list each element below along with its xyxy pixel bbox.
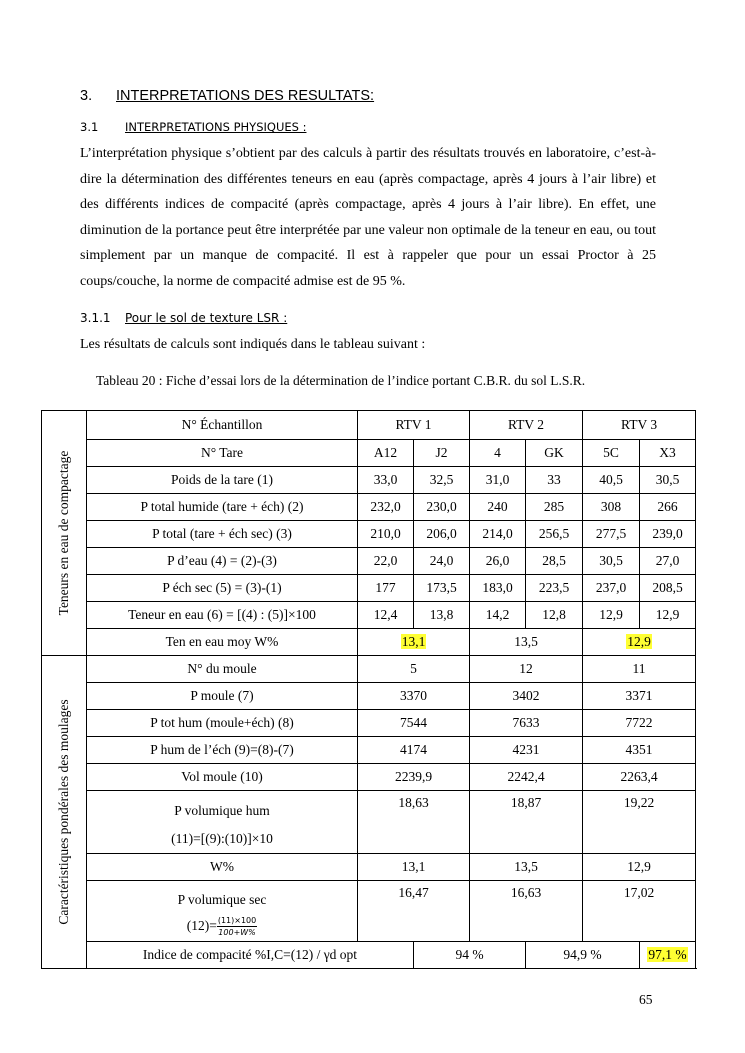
cell: 210,0 [358, 521, 414, 548]
cell: 22,0 [358, 548, 414, 575]
rtv-header: RTV 2 [470, 411, 583, 440]
subsubsection-heading [80, 311, 287, 325]
tare-cell: X3 [640, 440, 696, 467]
row-label: P d’eau (4) = (2)-(3) [87, 548, 358, 575]
fraction-numerator: (11)×100 [217, 916, 257, 926]
section-title: INTERPRETATIONS DES RESULTATS: [116, 88, 375, 104]
row-label: P tot hum (moule+éch) (8) [87, 710, 358, 737]
row-label: P éch sec (5) = (3)-(1) [87, 575, 358, 602]
row-label: Vol moule (10) [87, 764, 358, 791]
cell: 16,63 [470, 881, 583, 942]
cell [358, 629, 470, 656]
cell: 28,5 [526, 548, 583, 575]
cell [583, 629, 696, 656]
sample-header: N° Échantillon [87, 411, 358, 440]
cell: 3370 [358, 683, 470, 710]
cell: 13,8 [414, 602, 470, 629]
cell: 13,1 [358, 854, 470, 881]
page-number: 65 [639, 992, 653, 1007]
rtv-header: RTV 1 [358, 411, 470, 440]
cell: 214,0 [470, 521, 526, 548]
cell: 17,02 [583, 881, 696, 942]
table-row [42, 683, 696, 710]
cell: 240 [470, 494, 526, 521]
subsection-title: INTERPRETATIONS PHYSIQUES : [125, 120, 307, 134]
tare-cell: J2 [414, 440, 470, 467]
cell: 4351 [583, 737, 696, 764]
row-label: N° du moule [87, 656, 358, 683]
cell: 2239,9 [358, 764, 470, 791]
row-label-line: P volumique hum [174, 803, 270, 818]
cell: 7633 [470, 710, 583, 737]
cell: 5 [358, 656, 470, 683]
row-label: Indice de compacité %I,C=(12) / γd opt [87, 942, 414, 969]
table-row [42, 602, 696, 629]
cell: 94 % [414, 942, 526, 969]
cell: 40,5 [583, 467, 640, 494]
table-row [42, 881, 696, 942]
cell: 232,0 [358, 494, 414, 521]
row-label [87, 791, 358, 854]
cell: 13,5 [470, 854, 583, 881]
group-label-moulages: Caractéristiques pondérales des moulages [42, 656, 87, 969]
table-row [42, 791, 696, 854]
row-label: P total humide (tare + éch) (2) [87, 494, 358, 521]
table-row [42, 548, 696, 575]
cell: 19,22 [583, 791, 696, 854]
table-row [42, 521, 696, 548]
cell: 183,0 [470, 575, 526, 602]
row-label: Ten en eau moy W% [87, 629, 358, 656]
cell: 12 [470, 656, 583, 683]
cell: 206,0 [414, 521, 470, 548]
row-label: Poids de la tare (1) [87, 467, 358, 494]
cell: 11 [583, 656, 696, 683]
cell: 173,5 [414, 575, 470, 602]
formula [89, 913, 355, 939]
cell: 237,0 [583, 575, 640, 602]
tare-cell: A12 [358, 440, 414, 467]
section-heading [80, 88, 374, 104]
cell: 223,5 [526, 575, 583, 602]
subsection-heading [80, 120, 306, 134]
table-row [42, 764, 696, 791]
cell: 230,0 [414, 494, 470, 521]
section-number: 3. [80, 88, 93, 104]
table-row [42, 854, 696, 881]
fraction-denominator: 100+W% [218, 928, 256, 938]
table-row [42, 629, 696, 656]
body-paragraph: L’interprétation physique s’obtient par des calculs à partir des résultats trouvés en laboratoire, c’est-à-dire la détermination des différentes teneurs en eau (après compactage, après 4 jours à l’air libre) et des différents indices de compacité (après compactage, après 4 jours à l’air libre). En effet, une diminution de la portance peut être interprétée par une valeur non optimale de la teneur en eau, ou tout simplement par un manque de compacité. Il est à rappeler que pour un essai Proctor à 25 coups/couche, la norme de compacité admise est de 95 %. [80, 146, 656, 289]
cell: 32,5 [414, 467, 470, 494]
cell: 94,9 % [526, 942, 640, 969]
cell: 308 [583, 494, 640, 521]
cell: 30,5 [583, 548, 640, 575]
cell: 26,0 [470, 548, 526, 575]
highlighted-value: 12,9 [627, 634, 651, 649]
tare-cell: GK [526, 440, 583, 467]
cell: 33 [526, 467, 583, 494]
cell: 30,5 [640, 467, 696, 494]
cell: 2242,4 [470, 764, 583, 791]
tare-header: N° Tare [87, 440, 358, 467]
row-label-line: P volumique sec [177, 892, 267, 907]
tare-cell: 4 [470, 440, 526, 467]
cell: 266 [640, 494, 696, 521]
cell: 31,0 [470, 467, 526, 494]
cell: 13,5 [470, 629, 583, 656]
cell: 4174 [358, 737, 470, 764]
highlighted-value: 97,1 % [648, 947, 687, 962]
table-row [42, 656, 696, 683]
cell: 177 [358, 575, 414, 602]
cell: 12,9 [583, 854, 696, 881]
cell: 24,0 [414, 548, 470, 575]
cell: 2263,4 [583, 764, 696, 791]
cell: 12,4 [358, 602, 414, 629]
cell: 14,2 [470, 602, 526, 629]
cell: 3402 [470, 683, 583, 710]
subsection-number: 3.1 [80, 120, 99, 134]
table-row [42, 710, 696, 737]
table-row [42, 575, 696, 602]
cell: 18,63 [358, 791, 470, 854]
row-label: W% [87, 854, 358, 881]
cell: 3371 [583, 683, 696, 710]
cell: 12,9 [640, 602, 696, 629]
table-caption: Tableau 20 : Fiche d’essai lors de la détermination de l’indice portant C.B.R. du sol L.S.R. [96, 373, 586, 388]
cell: 27,0 [640, 548, 696, 575]
cell: 12,9 [583, 602, 640, 629]
cell: 256,5 [526, 521, 583, 548]
highlighted-value: 13,1 [401, 634, 426, 649]
rtv-header: RTV 3 [583, 411, 696, 440]
row-label: P total (tare + éch sec) (3) [87, 521, 358, 548]
fraction [217, 915, 257, 938]
cell: 16,47 [358, 881, 470, 942]
cell: 239,0 [640, 521, 696, 548]
row-label: P hum de l’éch (9)=(8)-(7) [87, 737, 358, 764]
table-row [42, 467, 696, 494]
row-label-line: (11)=[(9):(10)]×10 [171, 831, 273, 846]
table-row [42, 737, 696, 764]
table-row [42, 942, 696, 969]
cell: 4231 [470, 737, 583, 764]
subsubsection-title: Pour le sol de texture LSR : [125, 311, 288, 325]
cbr-table [41, 410, 696, 969]
tare-cell: 5C [583, 440, 640, 467]
group-label-teneurs: Teneurs en eau de compactage [42, 411, 87, 656]
cell: 12,8 [526, 602, 583, 629]
row-label [87, 881, 358, 942]
cell: 7544 [358, 710, 470, 737]
subsubsection-number: 3.1.1 [80, 311, 111, 325]
formula-prefix: (12)= [186, 918, 217, 933]
cell: 208,5 [640, 575, 696, 602]
row-label: P moule (7) [87, 683, 358, 710]
table-row [42, 494, 696, 521]
cell: 7722 [583, 710, 696, 737]
cell: 33,0 [358, 467, 414, 494]
cell: 18,87 [470, 791, 583, 854]
row-label: Teneur en eau (6) = [(4) : (5)]×100 [87, 602, 358, 629]
cell [640, 942, 696, 969]
cell: 285 [526, 494, 583, 521]
cell: 277,5 [583, 521, 640, 548]
intro-text: Les résultats de calculs sont indiqués dans le tableau suivant : [80, 337, 426, 352]
